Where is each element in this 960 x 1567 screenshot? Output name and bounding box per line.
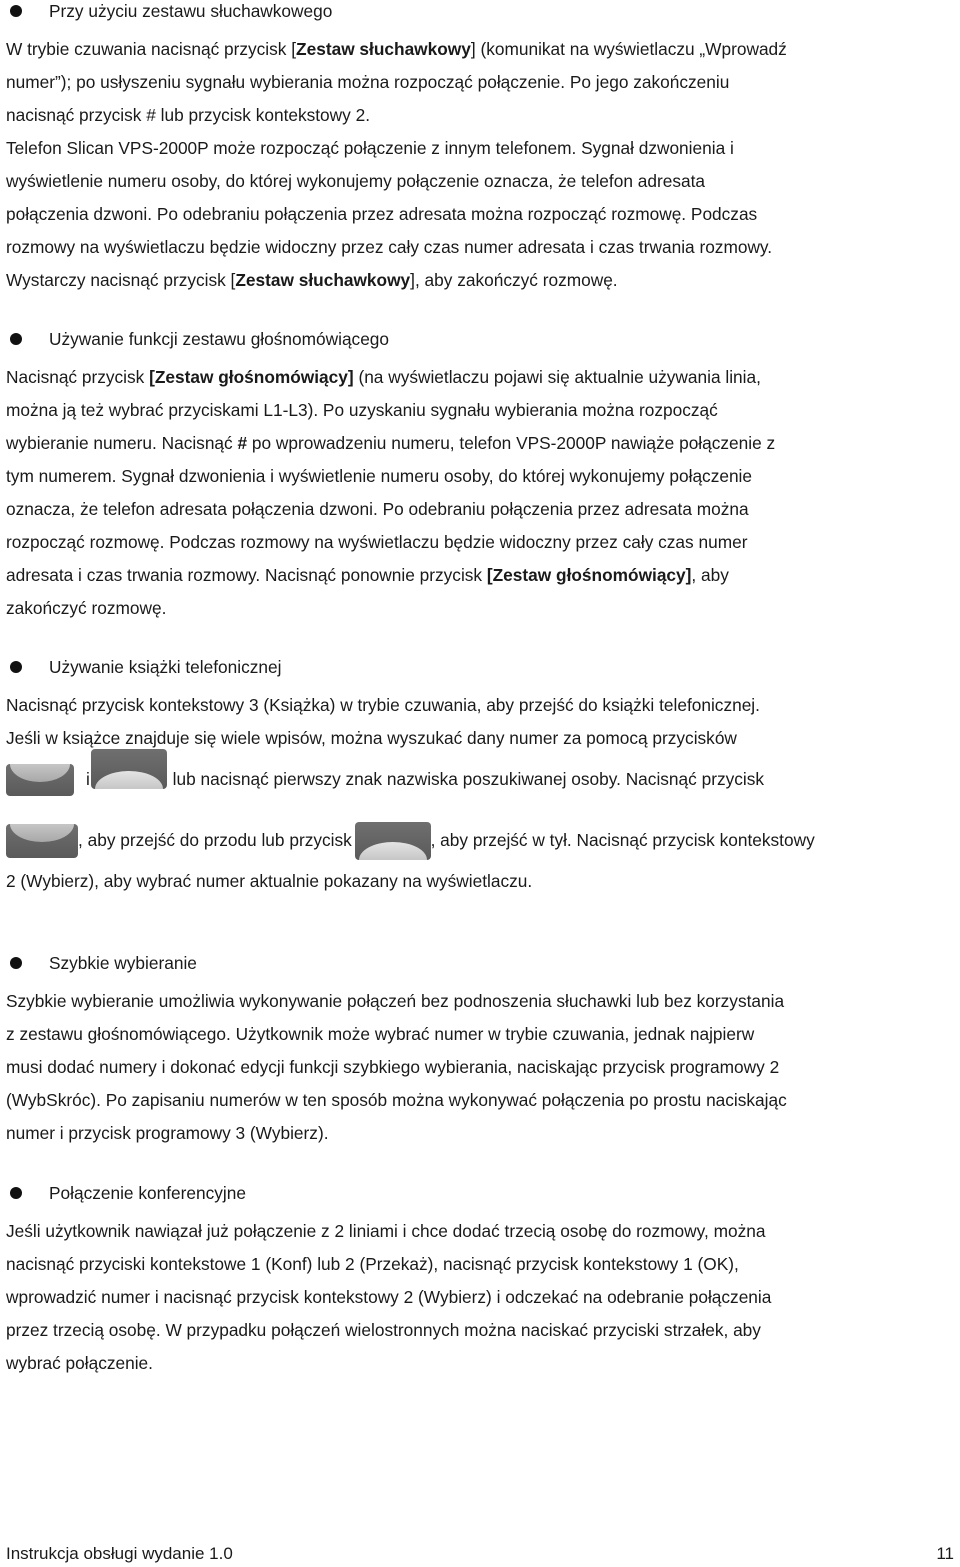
section-heading — [6, 952, 954, 974]
paragraph-line — [6, 1051, 954, 1084]
bold-text: Zestaw słuchawkowy — [235, 270, 411, 290]
section-heading — [6, 1182, 954, 1204]
heading-text: Szybkie wybieranie — [49, 953, 197, 973]
heading-text: Używanie książki telefonicznej — [49, 657, 282, 677]
nav-down-key-icon — [6, 824, 78, 858]
nav-down-key-icon — [6, 764, 74, 796]
section-headset — [6, 0, 954, 297]
text-run: (na wyświetlaczu pojawi się aktualnie używania linia, — [353, 367, 761, 387]
paragraph — [6, 985, 954, 1150]
paragraph-line — [6, 1018, 954, 1051]
paragraph-line — [6, 33, 954, 66]
text-run: połączenia dzwoni. Po odebraniu połączenia przez adresata można rozpocząć rozmowę. Podczas — [6, 204, 758, 224]
nav-up-key-icon — [355, 822, 431, 860]
paragraph-line — [6, 592, 954, 625]
key-line-2: , aby przejść do przodu lub przycisk , aby przejść w tył. Nacisnąć przycisk kontekstowy — [6, 807, 954, 873]
paragraph-line — [6, 1347, 954, 1380]
section-heading — [6, 328, 954, 350]
text-run: ], aby zakończyć rozmowę. — [410, 270, 618, 290]
text-run: oznacza, że telefon adresata połączenia dzwoni. Po odebraniu połączenia przez adresata można — [6, 499, 749, 519]
heading-text: Połączenie konferencyjne — [49, 1183, 246, 1203]
paragraph-line — [6, 1117, 954, 1150]
page-number: 11 — [936, 1544, 954, 1563]
key-line-1: i lub nacisnąć pierwszy znak nazwiska poszukiwanej osoby. Nacisnąć przycisk — [6, 749, 954, 807]
text-run: W trybie czuwania nacisnąć przycisk [ — [6, 39, 297, 59]
text-run: przez trzecią osobę. W przypadku połączeń wielostronnych można naciskać przyciski strzałek, aby — [6, 1320, 761, 1340]
paragraph — [6, 689, 954, 898]
paragraph-line — [6, 1314, 954, 1347]
nav-up-key-icon — [91, 749, 167, 789]
paragraph-line — [6, 493, 954, 526]
text-run: nacisnąć przyciski kontekstowe 1 (Konf) lub 2 (Przekaż), nacisnąć przycisk kontekstowy 1 (OK), — [6, 1254, 739, 1274]
paragraph — [6, 1215, 954, 1380]
bold-text: Zestaw słuchawkowy — [296, 39, 471, 59]
text-run: , aby — [691, 565, 729, 585]
paragraph-line — [6, 1215, 954, 1248]
bullet-icon — [10, 661, 22, 673]
bold-text: [Zestaw głośnomówiący] — [149, 367, 354, 387]
paragraph-line — [6, 198, 954, 231]
paragraph-line — [6, 985, 954, 1018]
paragraph-line — [6, 394, 954, 427]
section-heading — [6, 0, 954, 22]
heading-text: Używanie funkcji zestawu głośnomówiącego — [49, 329, 390, 349]
paragraph-lines — [6, 689, 954, 755]
paragraph-line — [6, 526, 954, 559]
bullet-icon — [10, 5, 22, 17]
heading-text: Przy użyciu zestawu słuchawkowego — [49, 1, 333, 21]
text-run: po wprowadzeniu numeru, telefon VPS-2000P nawiąże połączenie z — [247, 433, 776, 453]
section-speakerphone — [6, 328, 954, 625]
paragraph-line — [6, 66, 954, 99]
bold-text: [Zestaw głośnomówiący] — [486, 565, 692, 585]
paragraph — [6, 33, 954, 297]
bullet-icon — [10, 957, 22, 969]
paragraph-line — [6, 559, 954, 592]
paragraph-line — [6, 99, 954, 132]
paragraph-line — [6, 1084, 954, 1117]
text-run: ] (komunikat na wyświetlaczu „Wprowadź — [470, 39, 787, 59]
text-run: numer i przycisk programowy 3 (Wybierz). — [6, 1123, 329, 1143]
text-run: Telefon Slican VPS-2000P może rozpocząć połączenie z innym telefonem. Sygnał dzwonienia i — [6, 138, 734, 158]
text-run: Szybkie wybieranie umożliwia wykonywanie połączeń bez podnoszenia słuchawki lub bez korzystania — [6, 991, 785, 1011]
section-phonebook — [6, 656, 954, 898]
paragraph-line — [6, 1248, 954, 1281]
section-speed-dial — [6, 952, 954, 1150]
paragraph-line — [6, 132, 954, 165]
paragraph — [6, 361, 954, 625]
text-run: można ją też wybrać przyciskami L1-L3). Po uzyskaniu sygnału wybierania można rozpocząć — [6, 400, 718, 420]
bullet-icon — [10, 1187, 22, 1199]
paragraph-line — [6, 427, 954, 460]
paragraph-line — [6, 264, 954, 297]
text-run: wybieranie numeru. Nacisnąć — [6, 433, 238, 453]
text-run: wprowadzić numer i nacisnąć przycisk kontekstowy 2 (Wybierz) i odczekać na odebranie połączenia — [6, 1287, 772, 1307]
paragraph-line — [6, 361, 954, 394]
paragraph-line — [6, 1281, 954, 1314]
paragraph-line — [6, 460, 954, 493]
text-run: Wystarczy nacisnąć przycisk [ — [6, 270, 236, 290]
text-run: zakończyć rozmowę. — [6, 598, 167, 618]
text-run: (WybSkróc). Po zapisaniu numerów w ten sposób można wykonywać połączenia po prostu naciskając — [6, 1090, 787, 1110]
paragraph-line: 2 (Wybierz), aby wybrać numer aktualnie pokazany na wyświetlaczu. — [6, 871, 533, 891]
text-run: Nacisnąć przycisk — [6, 367, 150, 387]
text-run: numer”); po usłyszeniu sygnału wybierania można rozpocząć połączenie. Po jego zakończeniu — [6, 72, 730, 92]
paragraph-line — [6, 689, 954, 722]
text-run: wybrać połączenie. — [6, 1353, 153, 1373]
text-run: tym numerem. Sygnał dzwonienia i wyświetlenie numeru osoby, do której wykonujemy połączenie — [6, 466, 753, 486]
text-run: Jeśli w książce znajduje się wiele wpisów, można wyszukać dany numer za pomocą przycisków — [6, 728, 737, 748]
footer-title: Instrukcja obsługi wydanie 1.0 — [6, 1544, 233, 1563]
text-run: Nacisnąć przycisk kontekstowy 3 (Książka) w trybie czuwania, aby przejść do książki telefonicznej. — [6, 695, 760, 715]
text-run: rozpocząć rozmowę. Podczas rozmowy na wyświetlaczu będzie widoczny przez cały czas numer — [6, 532, 748, 552]
paragraph-line — [6, 165, 954, 198]
text-run: Jeśli użytkownik nawiązał już połączenie z 2 liniami i chce dodać trzecią osobę do rozmowy, można — [6, 1221, 766, 1241]
section-heading — [6, 656, 954, 678]
section-conference — [6, 1182, 954, 1380]
bullet-icon — [10, 333, 22, 345]
bold-text: # — [237, 433, 248, 453]
text-run: musi dodać numery i dokonać edycji funkcji szybkiego wybierania, naciskając przycisk programowy 2 — [6, 1057, 780, 1077]
text-run: wyświetlenie numeru osoby, do której wykonujemy połączenie oznacza, że telefon adresata — [6, 171, 705, 191]
paragraph-line — [6, 231, 954, 264]
text-run: nacisnąć przycisk # lub przycisk kontekstowy 2. — [6, 105, 371, 125]
text-run: rozmowy na wyświetlaczu będzie widoczny przez cały czas numer adresata i czas trwania rozmowy. — [6, 237, 773, 257]
text-run: adresata i czas trwania rozmowy. Nacisnąć ponownie przycisk — [6, 565, 487, 585]
text-run: z zestawu głośnomówiącego. Użytkownik może wybrać numer w trybie czuwania, jednak najpierw — [6, 1024, 755, 1044]
